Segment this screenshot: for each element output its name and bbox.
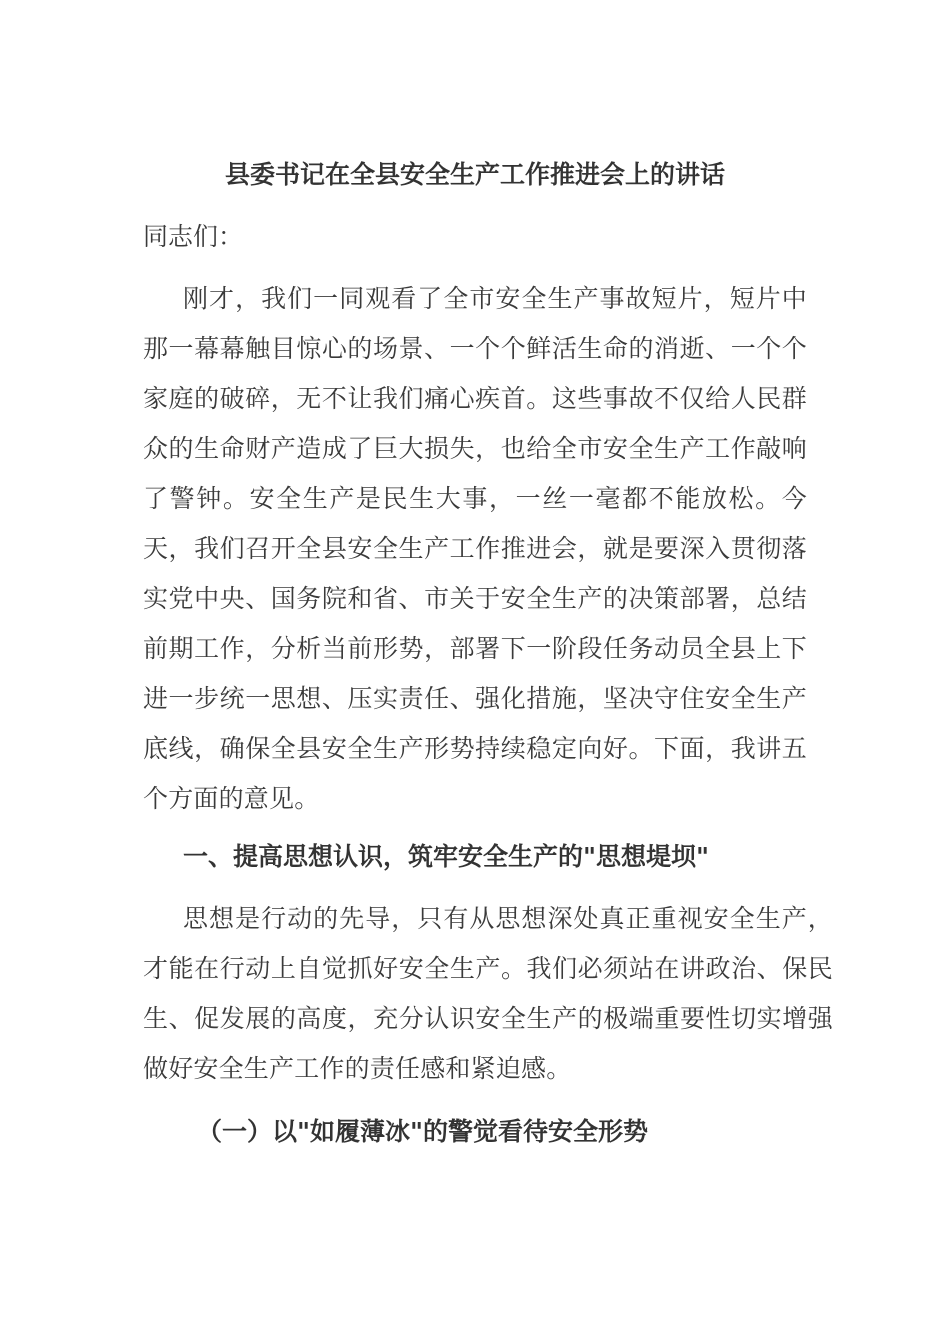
section-heading-1: 一、提高思想认识，筑牢安全生产的"思想堤坝" [183,842,710,871]
body-paragraph-1: 刚才，我们一同观看了全市安全生产事故短片，短片中那一幕幕触目惊心的场景、一个个鲜活生命的消逝、一个个家庭的破碎，无不让我们痛心疾首。这些事故不仅给人民群众的生命财产造成了巨大损失，也给全市安全生产工作敲响了警钟。安全生产是民生大事，一丝一毫都不能放松。今天，我们召开全县安全生产工作推进会，就是要深入贯彻落实党中央、国务院和省、市关于安全生产的决策部署，总结前期工作，分析当前形势，部署下一阶段任务动员全县上下进一步统一思想、压实责任、强化措施，坚决守住安全生产底线，确保全县安全生产形势持续稳定向好。下面，我讲五个方面的意见。 [143,284,807,813]
subsection-heading-1: （一）以"如履薄冰"的警觉看待安全形势 [197,1117,649,1146]
document-title: 县委书记在全县安全生产工作推进会上的讲话 [224,160,725,189]
body-paragraph-2: 思想是行动的先导，只有从思想深处真正重视安全生产，才能在行动上自觉抓好安全生产。我们必须站在讲政治、保民生、促发展的高度，充分认识安全生产的极端重要性切实增强做好安全生产工作的责任感和紧迫感。 [143,904,833,1083]
salutation: 同志们： [143,222,244,251]
